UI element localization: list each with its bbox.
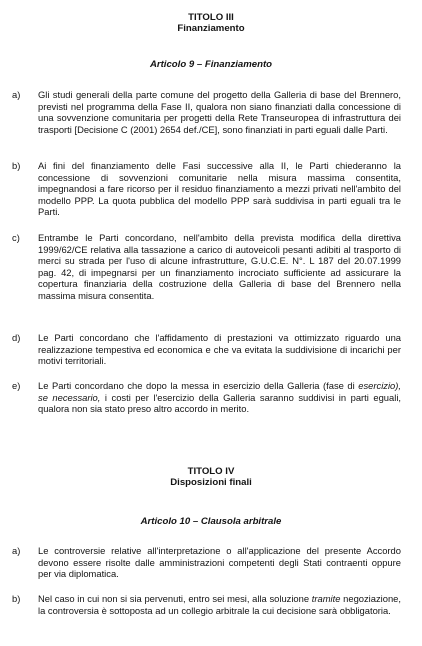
item-text: Entrambe le Parti concordano, nell'ambito della prevista modifica della direttiva 1999/62/CE relativa alla tassazione a carico di autoveicoli pesanti adibiti al trasporto di merci su strada per l'uso di alcune infrastrutture, G.U.C.E. N°. L 187 del 20.07.1999 pag. 42, di impegnarsi per un finanziamento incrociato sufficiente ad assicurare la copertura finanziaria della costruzione della Galleria di base del Brennero nella massima misura consentita. [38, 232, 401, 301]
item-letter: b) [12, 160, 21, 171]
item-text-before: Nel caso in cui non si sia pervenuti, entro sei mesi, alla soluzione [38, 593, 312, 604]
item-text-after: negoziazione, la controversia è sottoposta ad un collegio arbitrale la cui decisione sarà obbligatoria. [38, 593, 401, 616]
titolo-3-heading: TITOLO III [188, 12, 234, 23]
item-text-before: Le Parti concordano che dopo la messa in esercizio della Galleria (fase di [38, 380, 359, 391]
item-text [38, 593, 401, 616]
item-letter: b) [12, 593, 21, 604]
item-text [38, 380, 401, 415]
item-text: Le controversie relative all'interpretazione o all'applicazione del presente Accordo devono essere risolte dalle amministrazioni competenti degli Stati contraenti oppure per via diplomatica. [38, 545, 401, 580]
articolo-10-title: Articolo 10 – Clausola arbitrale [140, 516, 282, 527]
item-text: Gli studi generali della parte comune del progetto della Galleria di base del Brennero, previsti nel programma della Fase II, qualora non siano finanziati dalla concessione di una sovvenzione comunitaria per progetti della Rete Transeuropea di infrastruttura dei trasporti [Decisione C (2001) 2654 def./CE], sono finanziati in parti eguali dalle Parti. [38, 89, 401, 135]
item-text: Le Parti concordano che l'affidamento di prestazioni va ottimizzato riguardo una realizzazione tempestiva ed economica e che va evitata la suddivisione di incarichi per motivi territoriali. [38, 332, 401, 367]
articolo-9-title: Articolo 9 – Finanziamento [149, 59, 273, 70]
item-letter: e) [12, 380, 21, 391]
item-letter: a) [12, 89, 21, 100]
item-text-italic: esercizio), se necessario, [38, 380, 401, 403]
titolo-3-subheading: Finanziamento [177, 23, 245, 34]
titolo-4-heading: TITOLO IV [187, 466, 235, 477]
item-letter: a) [12, 545, 21, 556]
item-letter: c) [12, 232, 20, 243]
item-text: Ai fini del finanziamento delle Fasi successive alla II, le Parti chiederanno la concessione di sovvenzioni comunitarie nella misura massima consentita, impegnandosi a fare ricorso per il residuo finanziamento a mezzi privati nell'ambito del modello PPP. La quota pubblica del modello PPP sarà suddivisa in parti eguali tra le Parti. [38, 160, 401, 218]
item-letter: d) [12, 332, 21, 343]
titolo-4-subheading: Disposizioni finali [170, 477, 252, 488]
item-text-after: i costi per l'esercizio della Galleria saranno suddivisi in parti eguali, qualora non sia stato preso altro accordo in merito. [38, 391, 402, 415]
item-text-italic: tramite [311, 593, 341, 604]
